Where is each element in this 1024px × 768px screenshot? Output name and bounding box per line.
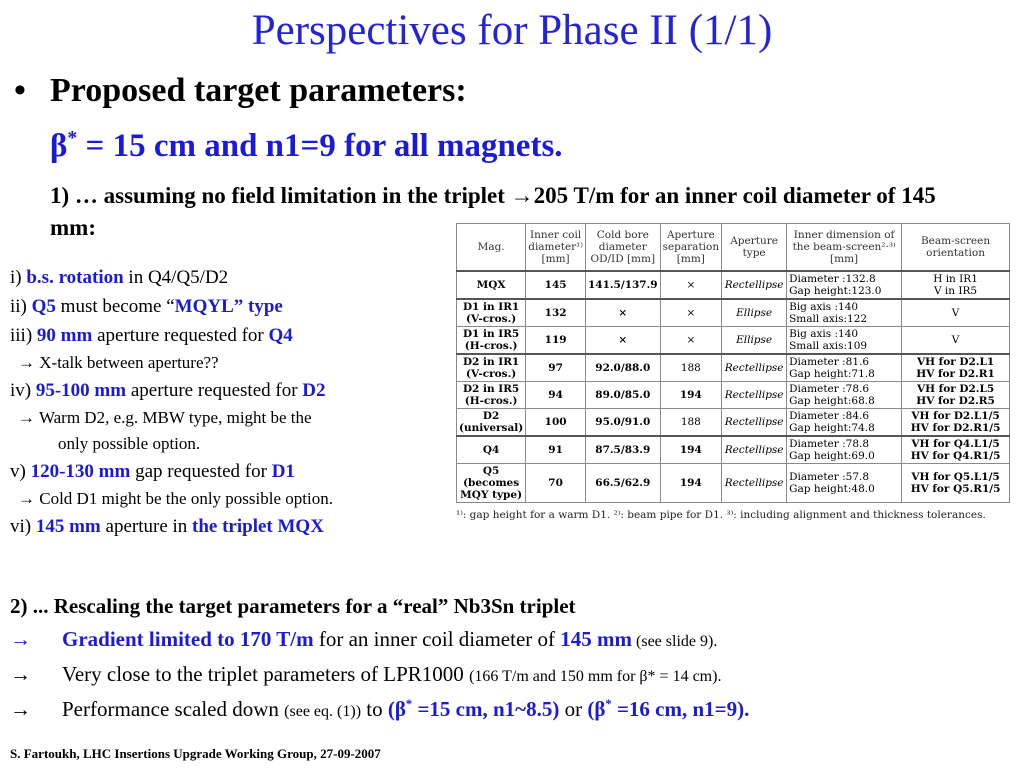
arrow-right-icon: →	[10, 697, 31, 721]
table-cell: VH for Q5.L1/5 HV for Q5.R1/5	[902, 464, 1010, 503]
table-cell: MQX	[457, 271, 526, 299]
table-cell: 119	[526, 327, 586, 355]
table-cell: VH for D2.L5 HV for D2.R5	[902, 382, 1010, 409]
table-cell: ×	[660, 299, 722, 327]
table-cell: Q5 (becomes MQY type)	[457, 464, 526, 503]
table-cell: 91	[526, 436, 586, 464]
table-cell: 70	[526, 464, 586, 503]
table-cell: Rectellipse	[722, 409, 787, 437]
assumption-post: 205 T/m for an inner coil diameter of 145 mm:	[50, 183, 936, 240]
table-cell: Big axis :140 Small axis:122	[787, 299, 902, 327]
table-row	[457, 409, 1010, 437]
table-cell: Diameter :81.6 Gap height:71.8	[787, 354, 902, 382]
table-cell: 95.0/91.0	[585, 409, 660, 437]
table-cell: Rectellipse	[722, 464, 787, 503]
list-item: vi) 145 mm aperture in the triplet MQX	[10, 516, 324, 537]
rescaling-section	[10, 590, 1015, 728]
table-cell: Diameter :78.6 Gap height:68.8	[787, 382, 902, 409]
parameter-table	[456, 223, 1010, 503]
table-cell: 97	[526, 354, 586, 382]
table-cell: 87.5/83.9	[585, 436, 660, 464]
list-subitem: → Warm D2, e.g. MBW type, might be the	[18, 408, 312, 427]
table-cell: D2 in IR5 (H-cros.)	[457, 382, 526, 409]
col-header: Beam-screen orientation	[902, 224, 1010, 272]
table-cell: Rectellipse	[722, 354, 787, 382]
arrow-right-icon: →	[10, 662, 31, 686]
table-cell: Rectellipse	[722, 271, 787, 299]
table-cell: 194	[660, 464, 722, 503]
table-cell: V	[902, 299, 1010, 327]
table-row	[457, 327, 1010, 355]
rescaling-line: → Very close to the triplet parameters of LPR1000 (166 T/m and 150 mm for β* = 14 cm).	[10, 658, 1015, 693]
table-cell: ×	[585, 299, 660, 327]
table-cell: VH for D2.L1/5 HV for D2.R1/5	[902, 409, 1010, 437]
table-cell: 188	[660, 354, 722, 382]
table-cell: VH for D2.L1 HV for D2.R1	[902, 354, 1010, 382]
arrow-right-icon: →	[510, 183, 534, 208]
table-cell: Rectellipse	[722, 382, 787, 409]
table-cell: H in IR1 V in IR5	[902, 271, 1010, 299]
table-cell: 194	[660, 436, 722, 464]
table-cell: 92.0/88.0	[585, 354, 660, 382]
slide-title: Perspectives for Phase II (1/1)	[251, 7, 773, 54]
table-cell: ×	[660, 327, 722, 355]
table-cell: Ellipse	[722, 327, 787, 355]
table-cell: Diameter :57.8 Gap height:48.0	[787, 464, 902, 503]
section-heading: 2) ... Rescaling the target parameters for a “real” Nb3Sn triplet	[10, 594, 576, 618]
table-cell: Diameter :78.8 Gap height:69.0	[787, 436, 902, 464]
table-cell: D1 in IR5 (H-cros.)	[457, 327, 526, 355]
table-cell: ×	[660, 271, 722, 299]
table-cell: 66.5/62.9	[585, 464, 660, 503]
table-cell: D2 (universal)	[457, 409, 526, 437]
beta-symbol: β	[50, 128, 68, 164]
requirement-list	[10, 263, 440, 541]
table-row	[457, 299, 1010, 327]
list-subitem: → X-talk between aperture??	[18, 353, 219, 372]
table-cell: 145	[526, 271, 586, 299]
list-subitem: → Cold D1 might be the only possible option.	[18, 489, 333, 508]
table-cell: VH for Q4.L1/5 HV for Q4.R1/5	[902, 436, 1010, 464]
beta-target-line	[50, 128, 563, 165]
table-row	[457, 354, 1010, 382]
table-header-row	[457, 224, 1010, 272]
table-cell: Q4	[457, 436, 526, 464]
table-cell: V	[902, 327, 1010, 355]
table-cell: 100	[526, 409, 586, 437]
table-cell: Diameter :132.8 Gap height:123.0	[787, 271, 902, 299]
table-row	[457, 271, 1010, 299]
rescaling-line: → Gradient limited to 170 T/m for an inner coil diameter of 145 mm (see slide 9).	[10, 623, 1015, 658]
table-row	[457, 436, 1010, 464]
assumption-pre: 1) … assuming no field limitation in the triplet	[50, 183, 511, 208]
table-cell: ×	[585, 327, 660, 355]
footer-credit: S. Fartoukh, LHC Insertions Upgrade Working Group, 27-09-2007	[10, 746, 381, 761]
table-row	[457, 464, 1010, 503]
list-item: ii) Q5 must become “MQYL” type	[10, 296, 283, 317]
list-item: i) b.s. rotation in Q4/Q5/D2	[10, 267, 229, 288]
table-cell: 141.5/137.9	[585, 271, 660, 299]
col-header: Aperture separation [mm]	[660, 224, 722, 272]
table-cell: 194	[660, 382, 722, 409]
bullet-heading	[14, 72, 467, 110]
parameter-table-figure	[456, 223, 1012, 521]
table-cell: 89.0/85.0	[585, 382, 660, 409]
table-cell: Ellipse	[722, 299, 787, 327]
col-header: Mag.	[457, 224, 526, 272]
rescaling-line: → Performance scaled down (see eq. (1)) to (β* =15 cm, n1~8.5) or (β* =16 cm, n1=9).	[10, 693, 1015, 728]
list-item: iii) 90 mm aperture requested for Q4	[10, 325, 293, 346]
col-header: Inner coil diameter¹⁾ [mm]	[526, 224, 586, 272]
list-item: iv) 95-100 mm aperture requested for D2	[10, 380, 326, 401]
bullet-text: Proposed target parameters:	[50, 72, 467, 109]
beta-star: *	[67, 127, 78, 149]
table-row	[457, 382, 1010, 409]
table-cell: D1 in IR1 (V-cros.)	[457, 299, 526, 327]
table-footnote: ¹⁾: gap height for a warm D1. ²⁾: beam pipe for D1. ³⁾: including alignment and thickness tolerances.	[456, 509, 986, 521]
table-cell: Rectellipse	[722, 436, 787, 464]
arrow-right-icon: →	[10, 627, 31, 651]
table-cell: 94	[526, 382, 586, 409]
bullet-dot-icon: •	[14, 72, 26, 109]
table-cell: D2 in IR1 (V-cros.)	[457, 354, 526, 382]
table-cell: Big axis :140 Small axis:109	[787, 327, 902, 355]
beta-text: = 15 cm and n1=9 for all magnets.	[77, 128, 563, 164]
table-cell: 132	[526, 299, 586, 327]
table-cell: Diameter :84.6 Gap height:74.8	[787, 409, 902, 437]
col-header: Aperture type	[722, 224, 787, 272]
list-item: v) 120-130 mm gap requested for D1	[10, 461, 295, 482]
col-header: Inner dimension of the beam-screen²·³⁾ [mm]	[787, 224, 902, 272]
list-subitem-continued: only possible option.	[58, 434, 201, 453]
col-header: Cold bore diameter OD/ID [mm]	[585, 224, 660, 272]
table-cell: 188	[660, 409, 722, 437]
